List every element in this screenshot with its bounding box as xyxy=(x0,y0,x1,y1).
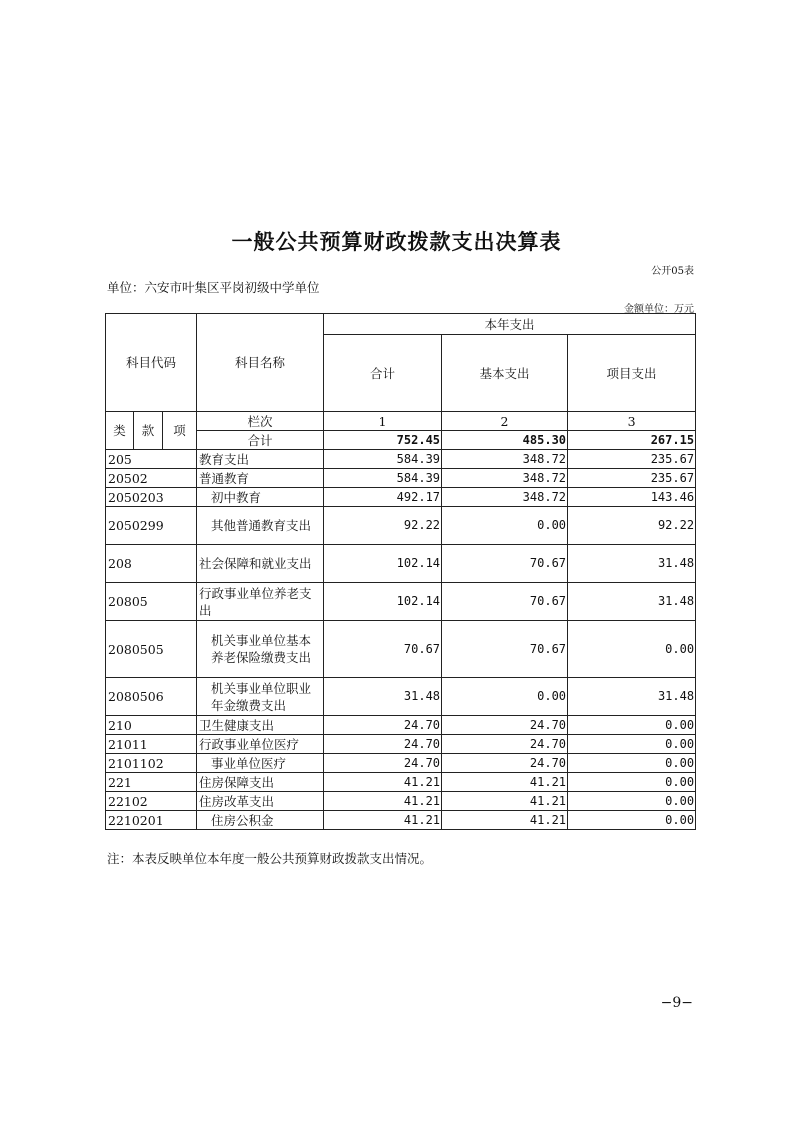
row-name: 普通教育 xyxy=(197,469,324,488)
row-project: 235.67 xyxy=(568,450,696,469)
table-row xyxy=(106,678,696,716)
row-basic: 24.70 xyxy=(442,716,568,735)
row-basic: 70.67 xyxy=(442,545,568,583)
row-total: 70.67 xyxy=(324,621,442,678)
row-total: 41.21 xyxy=(324,811,442,830)
row-total: 31.48 xyxy=(324,678,442,716)
header-year-expense: 本年支出 xyxy=(324,314,696,335)
row-basic: 41.21 xyxy=(442,773,568,792)
table-row xyxy=(106,545,696,583)
row-basic: 41.21 xyxy=(442,811,568,830)
form-number: 公开05表 xyxy=(651,266,694,277)
table-row xyxy=(106,792,696,811)
table-row xyxy=(106,450,696,469)
row-code: 2050203 xyxy=(106,488,197,507)
row-basic: 70.67 xyxy=(442,583,568,621)
table-row xyxy=(106,507,696,545)
row-basic: 24.70 xyxy=(442,735,568,754)
row-name: 行政事业单位养老支出 xyxy=(197,583,324,621)
row-code: 210 xyxy=(106,716,197,735)
row-code: 2210201 xyxy=(106,811,197,830)
row-basic: 348.72 xyxy=(442,469,568,488)
row-basic: 348.72 xyxy=(442,488,568,507)
row-basic: 70.67 xyxy=(442,621,568,678)
row-basic: 0.00 xyxy=(442,678,568,716)
total-row-basic: 485.30 xyxy=(442,431,568,450)
amount-unit: 金额单位：万元 xyxy=(624,304,694,315)
table-row xyxy=(106,583,696,621)
row-code: 208 xyxy=(106,545,197,583)
row-basic: 348.72 xyxy=(442,450,568,469)
header-code: 科目代码 xyxy=(106,314,197,412)
row-total: 492.17 xyxy=(324,488,442,507)
total-row-total: 752.45 xyxy=(324,431,442,450)
row-code: 221 xyxy=(106,773,197,792)
table-row xyxy=(106,735,696,754)
header-project: 项目支出 xyxy=(568,335,696,412)
table-row xyxy=(106,621,696,678)
row-code: 22102 xyxy=(106,792,197,811)
row-basic: 24.70 xyxy=(442,754,568,773)
page-number: −9− xyxy=(660,995,693,1011)
row-total: 41.21 xyxy=(324,773,442,792)
row-project: 0.00 xyxy=(568,754,696,773)
row-code: 2101102 xyxy=(106,754,197,773)
row-total: 24.70 xyxy=(324,735,442,754)
row-project: 0.00 xyxy=(568,621,696,678)
row-project: 0.00 xyxy=(568,735,696,754)
row-code: 2050299 xyxy=(106,507,197,545)
row-basic: 0.00 xyxy=(442,507,568,545)
row-project: 0.00 xyxy=(568,773,696,792)
expense-table xyxy=(105,313,696,830)
row-basic: 41.21 xyxy=(442,792,568,811)
header-kuan: 款 xyxy=(134,412,163,450)
row-project: 235.67 xyxy=(568,469,696,488)
row-project: 92.22 xyxy=(568,507,696,545)
table-row xyxy=(106,469,696,488)
row-name: 住房公积金 xyxy=(197,811,324,830)
row-name: 住房保障支出 xyxy=(197,773,324,792)
row-code: 21011 xyxy=(106,735,197,754)
table-row xyxy=(106,754,696,773)
header-xiang: 项 xyxy=(163,412,197,450)
header-lanci: 栏次 xyxy=(197,412,324,431)
row-code: 2080505 xyxy=(106,621,197,678)
table-row xyxy=(106,488,696,507)
header-total: 合计 xyxy=(324,335,442,412)
header-name: 科目名称 xyxy=(197,314,324,412)
table-row xyxy=(106,716,696,735)
row-name: 社会保障和就业支出 xyxy=(197,545,324,583)
row-total: 102.14 xyxy=(324,583,442,621)
header-basic: 基本支出 xyxy=(442,335,568,412)
footnote: 注：本表反映单位本年度一般公共预算财政拨款支出情况。 xyxy=(107,851,433,866)
row-name: 卫生健康支出 xyxy=(197,716,324,735)
row-project: 31.48 xyxy=(568,583,696,621)
row-total: 41.21 xyxy=(324,792,442,811)
total-row-project: 267.15 xyxy=(568,431,696,450)
row-project: 0.00 xyxy=(568,716,696,735)
row-name: 住房改革支出 xyxy=(197,792,324,811)
table-row xyxy=(106,773,696,792)
row-project: 31.48 xyxy=(568,678,696,716)
row-project: 31.48 xyxy=(568,545,696,583)
row-name: 行政事业单位医疗 xyxy=(197,735,324,754)
row-name: 教育支出 xyxy=(197,450,324,469)
row-project: 143.46 xyxy=(568,488,696,507)
row-total: 584.39 xyxy=(324,469,442,488)
header-col2: 2 xyxy=(442,412,568,431)
row-total: 584.39 xyxy=(324,450,442,469)
row-total: 24.70 xyxy=(324,716,442,735)
row-name: 机关事业单位职业年金缴费支出 xyxy=(197,678,324,716)
header-col3: 3 xyxy=(568,412,696,431)
total-row-label: 合计 xyxy=(197,431,324,450)
table-row xyxy=(106,811,696,830)
row-project: 0.00 xyxy=(568,792,696,811)
row-name: 其他普通教育支出 xyxy=(197,507,324,545)
row-code: 205 xyxy=(106,450,197,469)
header-col1: 1 xyxy=(324,412,442,431)
row-project: 0.00 xyxy=(568,811,696,830)
header-lei: 类 xyxy=(106,412,134,450)
row-total: 24.70 xyxy=(324,754,442,773)
row-name: 事业单位医疗 xyxy=(197,754,324,773)
row-code: 20805 xyxy=(106,583,197,621)
row-total: 92.22 xyxy=(324,507,442,545)
row-name: 初中教育 xyxy=(197,488,324,507)
row-code: 20502 xyxy=(106,469,197,488)
page-title: 一般公共预算财政拨款支出决算表 xyxy=(231,230,562,254)
row-total: 102.14 xyxy=(324,545,442,583)
row-code: 2080506 xyxy=(106,678,197,716)
row-name: 机关事业单位基本养老保险缴费支出 xyxy=(197,621,324,678)
unit-label: 单位：六安市叶集区平岗初级中学单位 xyxy=(107,280,320,295)
